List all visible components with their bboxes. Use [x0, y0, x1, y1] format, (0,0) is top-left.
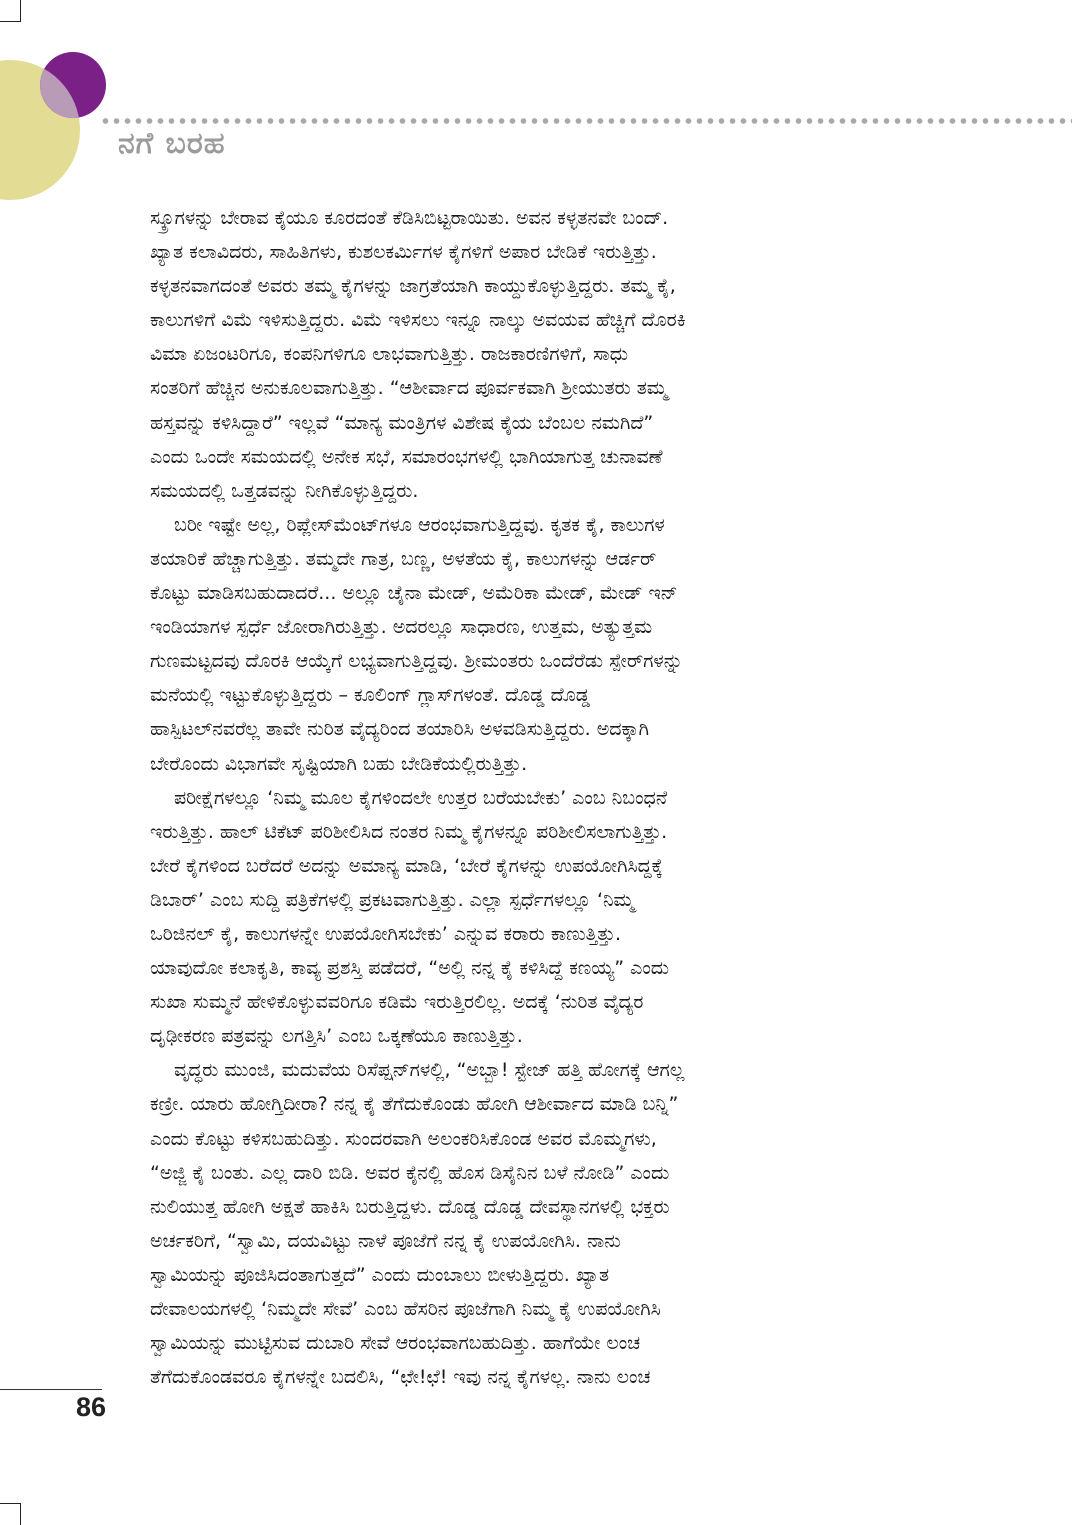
text-line: ಸ್ಕ್ರೂಗಳನ್ನು ಬೇರಾವ ಕೈಯೂ ಕೂರದಂತೆ ಕೆಡಿಸಿಬಿಟ್ಟರಾಯಿತು. ಅವನ ಕಳ್ಳತನವೇ ಬಂದ್.	[150, 207, 669, 229]
text-line: ನುಲಿಯುತ್ತ ಹೋಗಿ ಅಕ್ಷತೆ ಹಾಕಿಸಿ ಬರುತ್ತಿದ್ದಳು. ದೊಡ್ಡ ದೊಡ್ಡ ದೇವಸ್ಥಾನಗಳಲ್ಲಿ ಭಕ್ತರು	[150, 1195, 670, 1218]
text-line: “ಅಜ್ಜಿ ಕೈ ಬಂತು. ಎಲ್ಲ ದಾರಿ ಬಿಡಿ. ಅವರ ಕೈನಲ್ಲಿ ಹೊಸ ಡಿಸೈನಿನ ಬಳೆ ನೋಡಿ” ಎಂದು	[150, 1161, 670, 1184]
text-line: ಹಾಸ್ಪಿಟಲ್‌ನವರೆಲ್ಲ ತಾವೇ ನುರಿತ ವೈದ್ಯರಿಂದ ತಯಾರಿಸಿ ಅಳವಡಿಸುತ್ತಿದ್ದರು. ಅದಕ್ಕಾಗಿ	[150, 718, 650, 741]
text-line: ಅರ್ಚಕರಿಗೆ, “ಸ್ವಾಮಿ, ದಯವಿಟ್ಟು ನಾಳೆ ಪೂಜೆಗೆ ನನ್ನ ಕೈ ಉಪಯೋಗಿಸಿ. ನಾನು	[150, 1229, 621, 1252]
text-line: ಹಸ್ತವನ್ನು ಕಳಿಸಿದ್ದಾರೆ” ಇಲ್ಲವೆ “ಮಾನ್ಯ ಮಂತ್ರಿಗಳ ವಿಶೇಷ ಕೈಯ ಬೆಂಬಲ ನಮಗಿದೆ”	[150, 411, 654, 434]
text-line: ಒರಿಜಿನಲ್ ಕೈ, ಕಾಲುಗಳನ್ನೇ ಉಪಯೋಗಿಸಬೇಕು’ ಎನ್ನುವ ಕರಾರು ಕಾಣುತ್ತಿತ್ತು.	[150, 922, 622, 945]
paragraph-start-line: ವೃದ್ಧರು ಮುಂಜಿ, ಮದುವೆಯ ರಿಸೆಪ್ಷನ್‌ಗಳಲ್ಲಿ, “ಅಬ್ಬಾ! ಸ್ಟೇಜ್ ಹತ್ತಿ ಹೋಗಕ್ಕೆ ಆಗಲ್ಲ	[174, 1059, 685, 1082]
text-line: ಬೇರೆ ಕೈಗಳಿಂದ ಬರೆದರೆ ಅದನ್ನು ಅಮಾನ್ಯ ಮಾಡಿ, ‘ಬೇರೆ ಕೈಗಳನ್ನು ಉಪಯೋಗಿಸಿದ್ದಕ್ಕೆ	[150, 854, 663, 877]
text-line: ಕೊಟ್ಟು ಮಾಡಿಸಬಹುದಾದರೆ... ಅಲ್ಲೂ ಚೈನಾ ಮೇಡ್, ಅಮೆರಿಕಾ ಮೇಡ್, ಮೇಡ್ ಇನ್	[150, 582, 678, 605]
article-body	[150, 201, 910, 1394]
text-line: ಯಾವುದೋ ಕಲಾಕೃತಿ, ಕಾವ್ಯ ಪ್ರಶಸ್ತಿ ಪಡೆದರೆ, “ಅಲ್ಲಿ ನನ್ನ ಕೈ ಕಳಿಸಿದ್ದೆ ಕಣಯ್ಯ” ಎಂದು	[150, 957, 670, 980]
text-line: ಸುಖಾ ಸುಮ್ಮನೆ ಹೇಳಿಕೊಳ್ಳುವವರಿಗೂ ಕಡಿಮೆ ಇರುತ್ತಿರಲಿಲ್ಲ. ಅದಕ್ಕೆ ‘ನುರಿತ ವೈದ್ಯರ	[150, 991, 644, 1014]
text-line: ಕಾಲುಗಳಿಗೆ ವಿಮೆ ಇಳಿಸುತ್ತಿದ್ದರು. ವಿಮೆ ಇಳಿಸಲು ಇನ್ನೂ ನಾಲ್ಕು ಅವಯವ ಹೆಚ್ಚಿಗೆ ದೊರಕಿ	[150, 309, 686, 332]
crop-mark-top-left-vertical	[20, 0, 21, 22]
text-line: ಗುಣಮಟ್ಟದವು ದೊರಕಿ ಆಯ್ಕೆಗೆ ಲಭ್ಯವಾಗುತ್ತಿದ್ದವು. ಶ್ರೀಮಂತರು ಒಂದೆರೆಡು ಸ್ಪೇರ್‌ಗಳನ್ನು	[150, 650, 683, 673]
text-line: ಸ್ವಾಮಿಯನ್ನು ಪೂಜಿಸಿದಂತಾಗುತ್ತದೆ” ಎಂದು ದುಂಬಾಲು ಬೀಳುತ್ತಿದ್ದರು. ಖ್ಯಾತ	[150, 1263, 610, 1286]
paragraph-start-line: ಬರೀ ಇಷ್ಟೇ ಅಲ್ಲ, ರಿಪ್ಲೇಸ್‌ಮೆಂಟ್‌ಗಳೂ ಆರಂಭವಾಗುತ್ತಿದ್ದವು. ಕೃತಕ ಕೈ, ಕಾಲುಗಳ	[174, 513, 665, 536]
text-line: ತೆಗೆದುಕೊಂಡವರೂ ಕೈಗಳನ್ನೇ ಬದಲಿಸಿ, “ಛೇ!ಛೆ! ಇವು ನನ್ನ ಕೈಗಳಲ್ಲ. ನಾನು ಲಂಚ	[150, 1366, 651, 1389]
text-line: ಎಂದು ಕೊಟ್ಟು ಕಳಿಸಬಹುದಿತ್ತು. ಸುಂದರವಾಗಿ ಅಲಂಕರಿಸಿಕೊಂಡ ಅವರ ಮೊಮ್ಮಗಳು,	[150, 1127, 657, 1150]
text-line: ಮನೆಯಲ್ಲಿ ಇಟ್ಟುಕೊಳ್ಳುತ್ತಿದ್ದರು – ಕೂಲಿಂಗ್ ಗ್ಲಾಸ್‌ಗಳಂತೆ. ದೊಡ್ಡ ದೊಡ್ಡ	[150, 684, 590, 707]
text-line: ಕಳ್ಳತನವಾಗದಂತೆ ಅವರು ತಮ್ಮ ಕೈಗಳನ್ನು ಜಾಗ್ರತೆಯಾಗಿ ಕಾಯ್ದುಕೊಳ್ಳುತ್ತಿದ್ದರು. ತಮ್ಮ ಕೈ,	[150, 275, 676, 298]
paragraph-start-line: ಪರೀಕ್ಷೆಗಳಲ್ಲೂ ‘ನಿಮ್ಮ ಮೂಲ ಕೈಗಳಿಂದಲೇ ಉತ್ತರ ಬರೆಯಬೇಕು’ ಎಂಬ ನಿಬಂಧನೆ	[174, 786, 668, 809]
text-line: ದೇವಾಲಯಗಳಲ್ಲಿ ‘ನಿಮ್ಮದೇ ಸೇವೆ’ ಎಂಬ ಹೆಸರಿನ ಪೂಜೆಗಾಗಿ ನಿಮ್ಮ ಕೈ ಉಪಯೋಗಿಸಿ	[150, 1298, 661, 1320]
text-line: ಸ್ವಾಮಿಯನ್ನು ಮುಟ್ಟಿಸುವ ದುಬಾರಿ ಸೇವೆ ಆರಂಭವಾಗಬಹುದಿತ್ತು. ಹಾಗೆಯೇ ಲಂಚ	[150, 1332, 641, 1355]
text-line: ಸಮಯದಲ್ಲಿ ಒತ್ತಡವನ್ನು ನೀಗಿಕೊಳ್ಳುತ್ತಿದ್ದರು.	[150, 479, 419, 502]
crop-mark-bottom-left-horizontal	[0, 1503, 21, 1504]
text-line: ತಯಾರಿಕೆ ಹೆಚ್ಚಾಗುತ್ತಿತ್ತು. ತಮ್ಮದೇ ಗಾತ್ರ, ಬಣ್ಣ, ಅಳತೆಯ ಕೈ, ಕಾಲುಗಳನ್ನು ಆರ್ಡರ್	[150, 547, 657, 570]
section-title: ನಗೆ ಬರಹ	[118, 126, 226, 161]
text-line: ಕಣ್ರೀ. ಯಾರು ಹೋಗ್ತಿದೀರಾ? ನನ್ನ ಕೈ ತೆಗೆದುಕೊಂಡು ಹೋಗಿ ಆಶೀರ್ವಾದ ಮಾಡಿ ಬನ್ನಿ”	[150, 1093, 679, 1116]
text-line: ಇರುತ್ತಿತ್ತು. ಹಾಲ್ ಟಿಕೆಟ್ ಪರಿಶೀಲಿಸಿದ ನಂತರ ನಿಮ್ಮ ಕೈಗಳನ್ನೂ ಪರಿಶೀಲಿಸಲಾಗುತ್ತಿತ್ತು.	[150, 820, 668, 843]
text-line: ಡಿಬಾರ್’ ಎಂಬ ಸುದ್ದಿ ಪತ್ರಿಕೆಗಳಲ್ಲಿ ಪ್ರಕಟವಾಗುತ್ತಿತ್ತು. ಎಲ್ಲಾ ಸ್ಪರ್ಧೆಗಳಲ್ಲೂ ‘ನಿಮ್ಮ	[150, 888, 635, 911]
text-line: ಖ್ಯಾತ ಕಲಾವಿದರು, ಸಾಹಿತಿಗಳು, ಕುಶಲಕರ್ಮಿಗಳ ಕೈಗಳಿಗೆ ಅಪಾರ ಬೇಡಿಕೆ ಇರುತ್ತಿತ್ತು.	[150, 241, 657, 264]
footer-rule	[0, 1389, 102, 1390]
page-number: 86	[76, 1392, 107, 1422]
crop-mark-top-left-horizontal	[0, 21, 21, 22]
text-line: ದೃಢೀಕರಣ ಪತ್ರವನ್ನು ಲಗತ್ತಿಸಿ’ ಎಂಬ ಒಕ್ಕಣೆಯೂ ಕಾಣುತ್ತಿತ್ತು.	[150, 1025, 523, 1048]
text-line: ಸಂತರಿಗೆ ಹೆಚ್ಚಿನ ಅನುಕೂಲವಾಗುತ್ತಿತ್ತು. “ಆಶೀರ್ವಾದ ಪೂರ್ವಕವಾಗಿ ಶ್ರೀಯುತರು ತಮ್ಮ	[150, 377, 668, 400]
text-line: ವಿಮಾ ಏಜಂಟರಿಗೂ, ಕಂಪನಿಗಳಿಗೂ ಲಾಭವಾಗುತ್ತಿತ್ತು. ರಾಜಕಾರಣಿಗಳಿಗೆ, ಸಾಧು	[150, 343, 629, 366]
text-line: ಎಂದು ಒಂದೇ ಸಮಯದಲ್ಲಿ ಅನೇಕ ಸಭೆ, ಸಮಾರಂಭಗಳಲ್ಲಿ ಭಾಗಿಯಾಗುತ್ತ ಚುನಾವಣೆ	[150, 445, 663, 468]
crop-mark-bottom-left-vertical	[20, 1503, 21, 1525]
text-line: ಬೇರೊಂದು ವಿಭಾಗವೇ ಸೃಷ್ಟಿಯಾಗಿ ಬಹು ಬೇಡಿಕೆಯಲ್ಲಿರುತ್ತಿತ್ತು.	[150, 752, 528, 775]
text-line: ಇಂಡಿಯಾಗಳ ಸ್ಪರ್ಧೆ ಜೋರಾಗಿರುತ್ತಿತ್ತು. ಅದರಲ್ಲೂ ಸಾಧಾರಣ, ಉತ್ತಮ, ಅತ್ಯುತ್ತಮ	[150, 616, 653, 639]
header-dotted-rule	[100, 117, 1072, 125]
decorative-purple-circle	[40, 52, 106, 118]
